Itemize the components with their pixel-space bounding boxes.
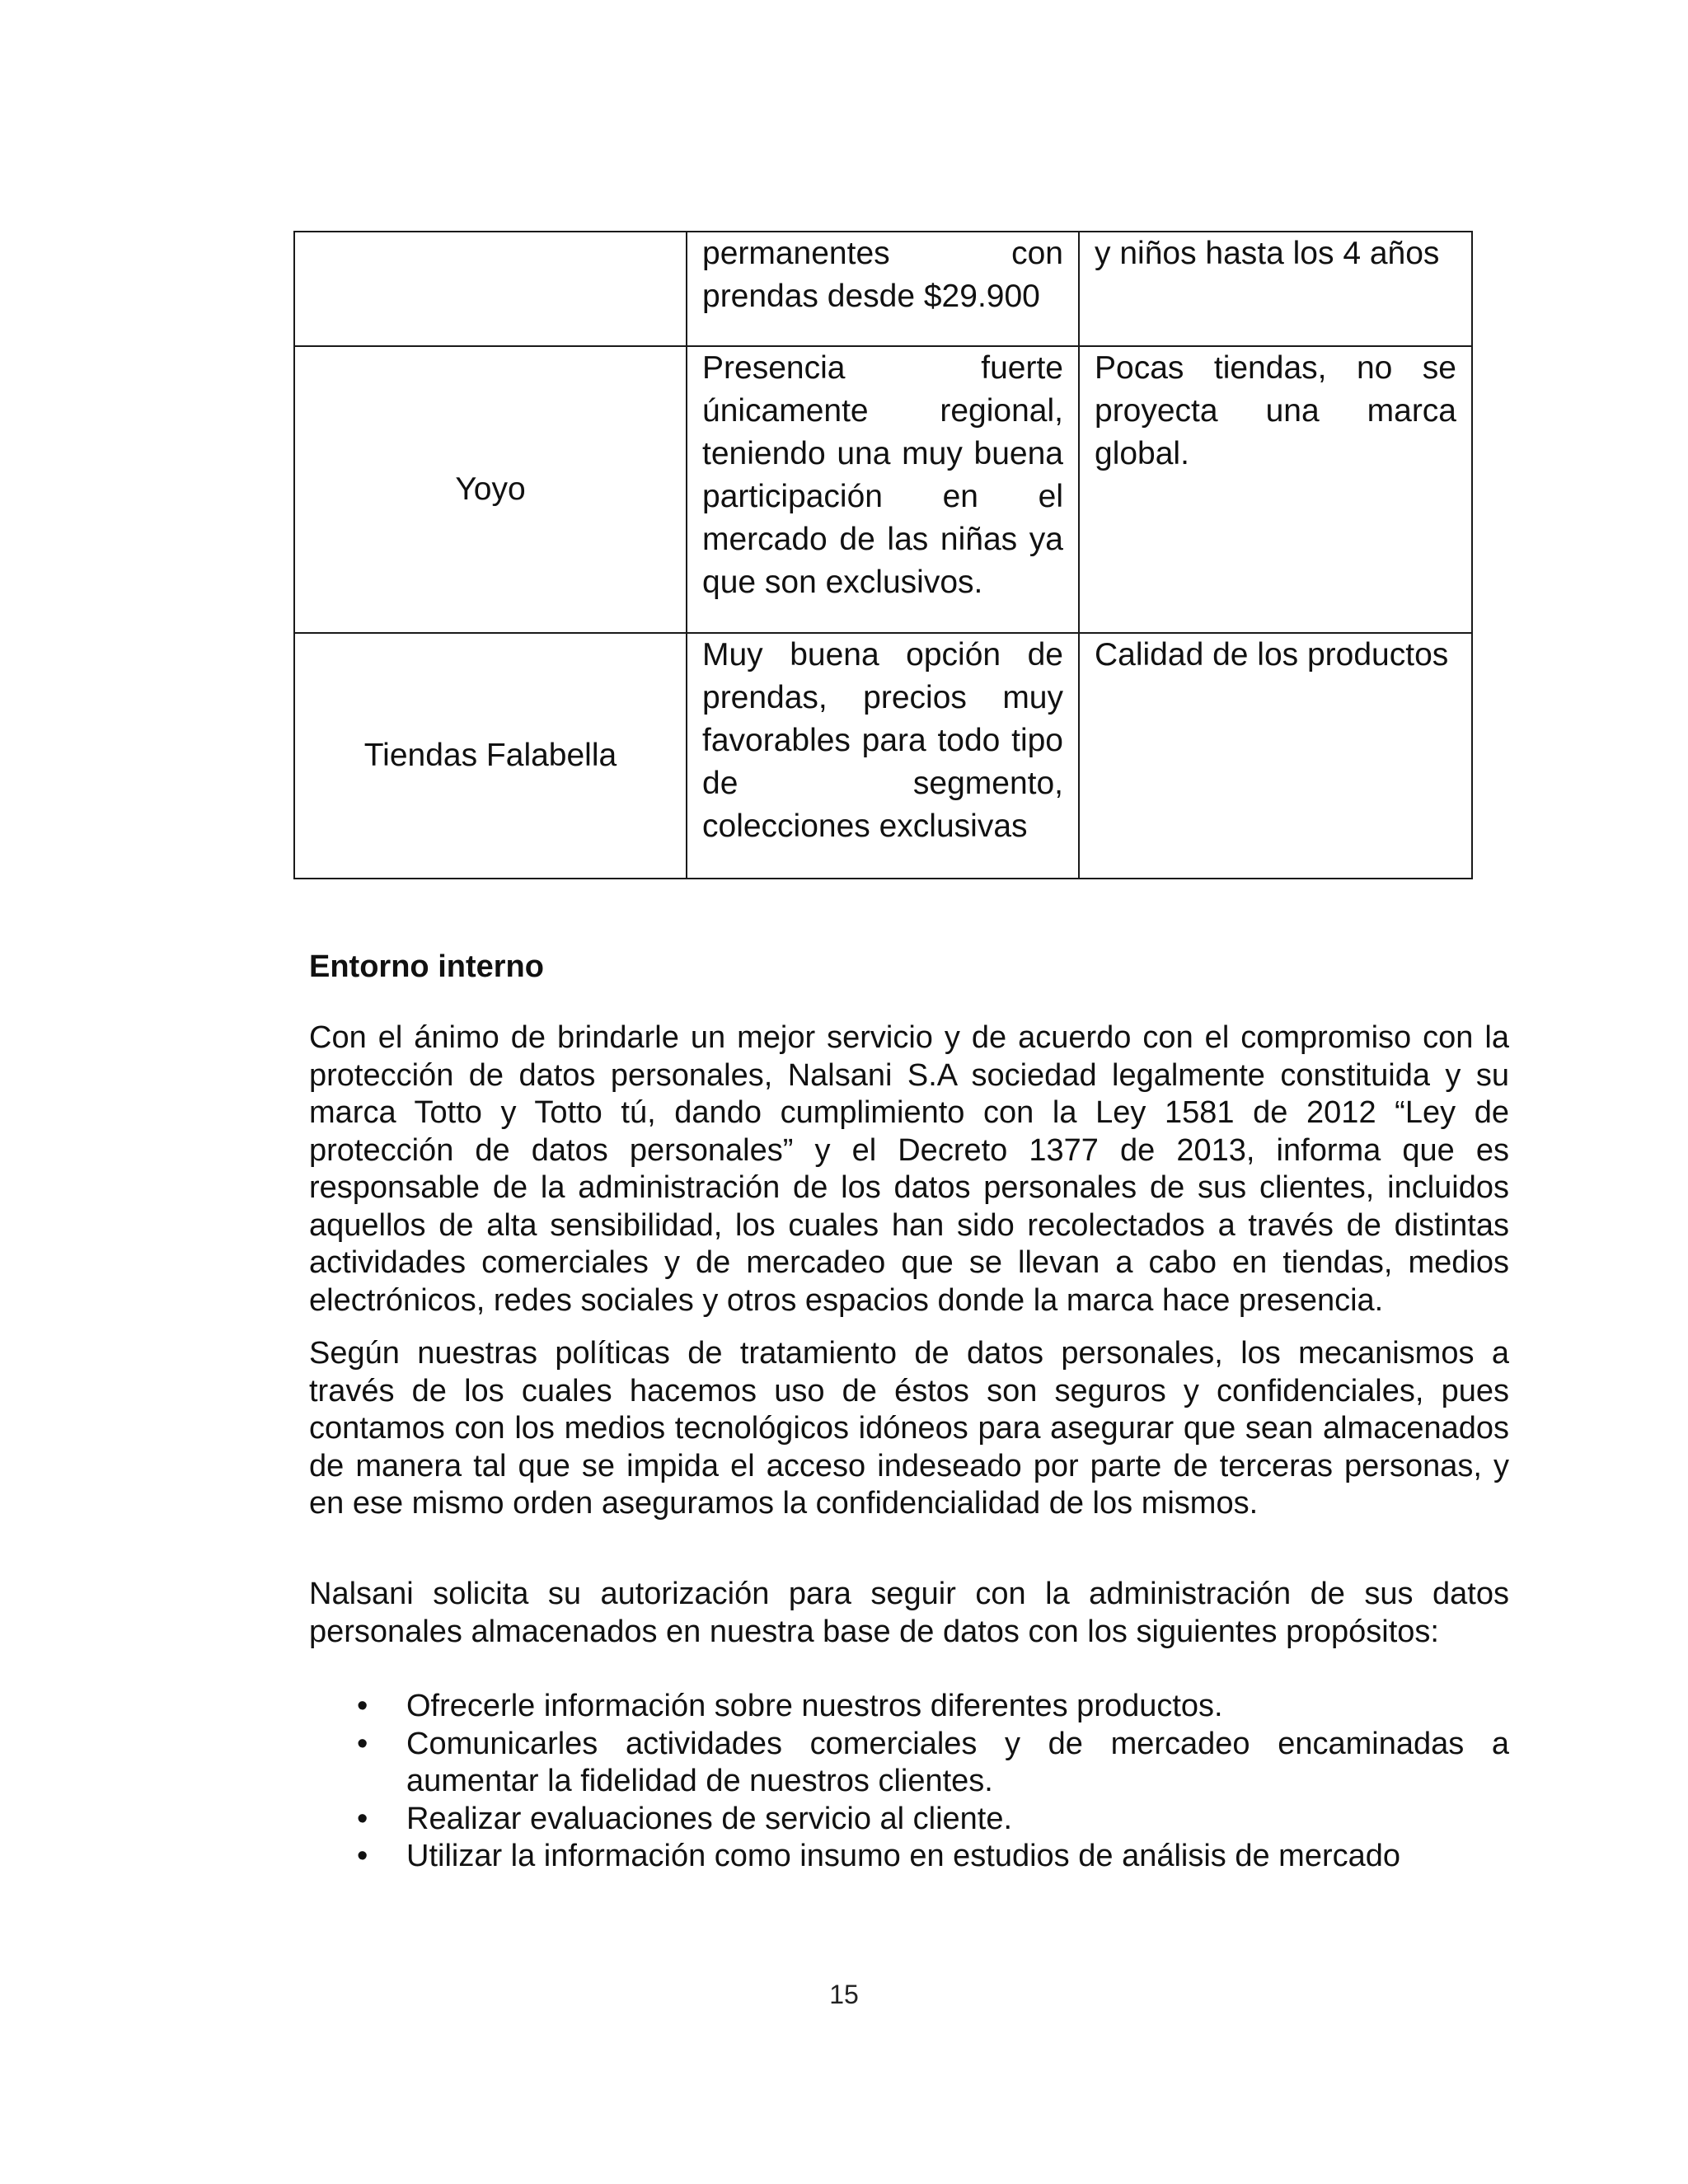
- competitor-table: [293, 231, 1473, 879]
- bullet-icon: •: [357, 1726, 368, 1761]
- section-heading: Entorno interno: [309, 949, 544, 984]
- list-item-text: Utilizar la información como insumo en estudios de análisis de mercado: [406, 1839, 1401, 1873]
- table-row: [294, 633, 1472, 879]
- strengths-cell: permanentes con prendas desde $29.900: [687, 232, 1079, 346]
- competitor-name-cell: Tiendas Falabella: [294, 633, 687, 879]
- list-item: [309, 1688, 1509, 1726]
- weaknesses-cell: Calidad de los productos: [1079, 633, 1472, 879]
- bullet-icon: •: [357, 1801, 368, 1836]
- weaknesses-cell: y niños hasta los 4 años: [1079, 232, 1472, 346]
- list-item-text: Comunicarles actividades comerciales y de mercadeo encaminadas a aumentar la fidelidad de nuestros clientes.: [406, 1726, 1509, 1798]
- purposes-list: [309, 1688, 1509, 1876]
- paragraph: Nalsani solicita su autorización para seguir con la administración de sus datos personales almacenados en nuestra base de datos con los siguientes propósitos:: [309, 1577, 1509, 1649]
- paragraph: Según nuestras políticas de tratamiento de datos personales, los mecanismos a través de los cuales hacemos uso de éstos son seguros y confidenciales, pues contamos con los medios tecnológicos idóneos para asegurar que sean almacenados de manera tal que se impida el acceso indeseado por parte de terceras personas, y en ese mismo orden aseguramos la confidencialidad de los mismos.: [309, 1336, 1509, 1521]
- weaknesses-cell: Pocas tiendas, no se proyecta una marca global.: [1079, 346, 1472, 633]
- list-item: [309, 1801, 1509, 1839]
- strengths-cell: Presencia fuerte únicamente regional, teniendo una muy buena participación en el mercado de las niñas ya que son exclusivos.: [687, 346, 1079, 633]
- strengths-cell: Muy buena opción de prendas, precios muy favorables para todo tipo de segmento, colecciones exclusivas: [687, 633, 1079, 879]
- table-row: [294, 346, 1472, 633]
- list-item: [309, 1838, 1509, 1876]
- bullet-icon: •: [357, 1839, 368, 1873]
- list-item: [309, 1726, 1509, 1801]
- paragraph: Con el ánimo de brindarle un mejor servicio y de acuerdo con el compromiso con la protección de datos personales, Nalsani S.A sociedad legalmente constituida y su marca Totto y Totto tú, dando cumplimiento con la Ley 1581 de 2012 “Ley de protección de datos personales” y el Decreto 1377 de 2013, informa que es responsable de la administración de los datos personales de sus clientes, incluidos aquellos de alta sensibilidad, los cuales han sido recolectados a través de distintas actividades comerciales y de mercadeo que se llevan a cabo en tiendas, medios electrónicos, redes sociales y otros espacios donde la marca hace presencia.: [309, 1020, 1509, 1318]
- table-row: [294, 232, 1472, 346]
- list-item-text: Ofrecerle información sobre nuestros diferentes productos.: [406, 1689, 1223, 1723]
- bullet-icon: •: [357, 1689, 368, 1723]
- page-number: 15: [829, 1980, 859, 2009]
- competitor-name-cell: [294, 232, 687, 346]
- list-item-text: Realizar evaluaciones de servicio al cliente.: [406, 1801, 1013, 1836]
- competitor-name-cell: Yoyo: [294, 346, 687, 633]
